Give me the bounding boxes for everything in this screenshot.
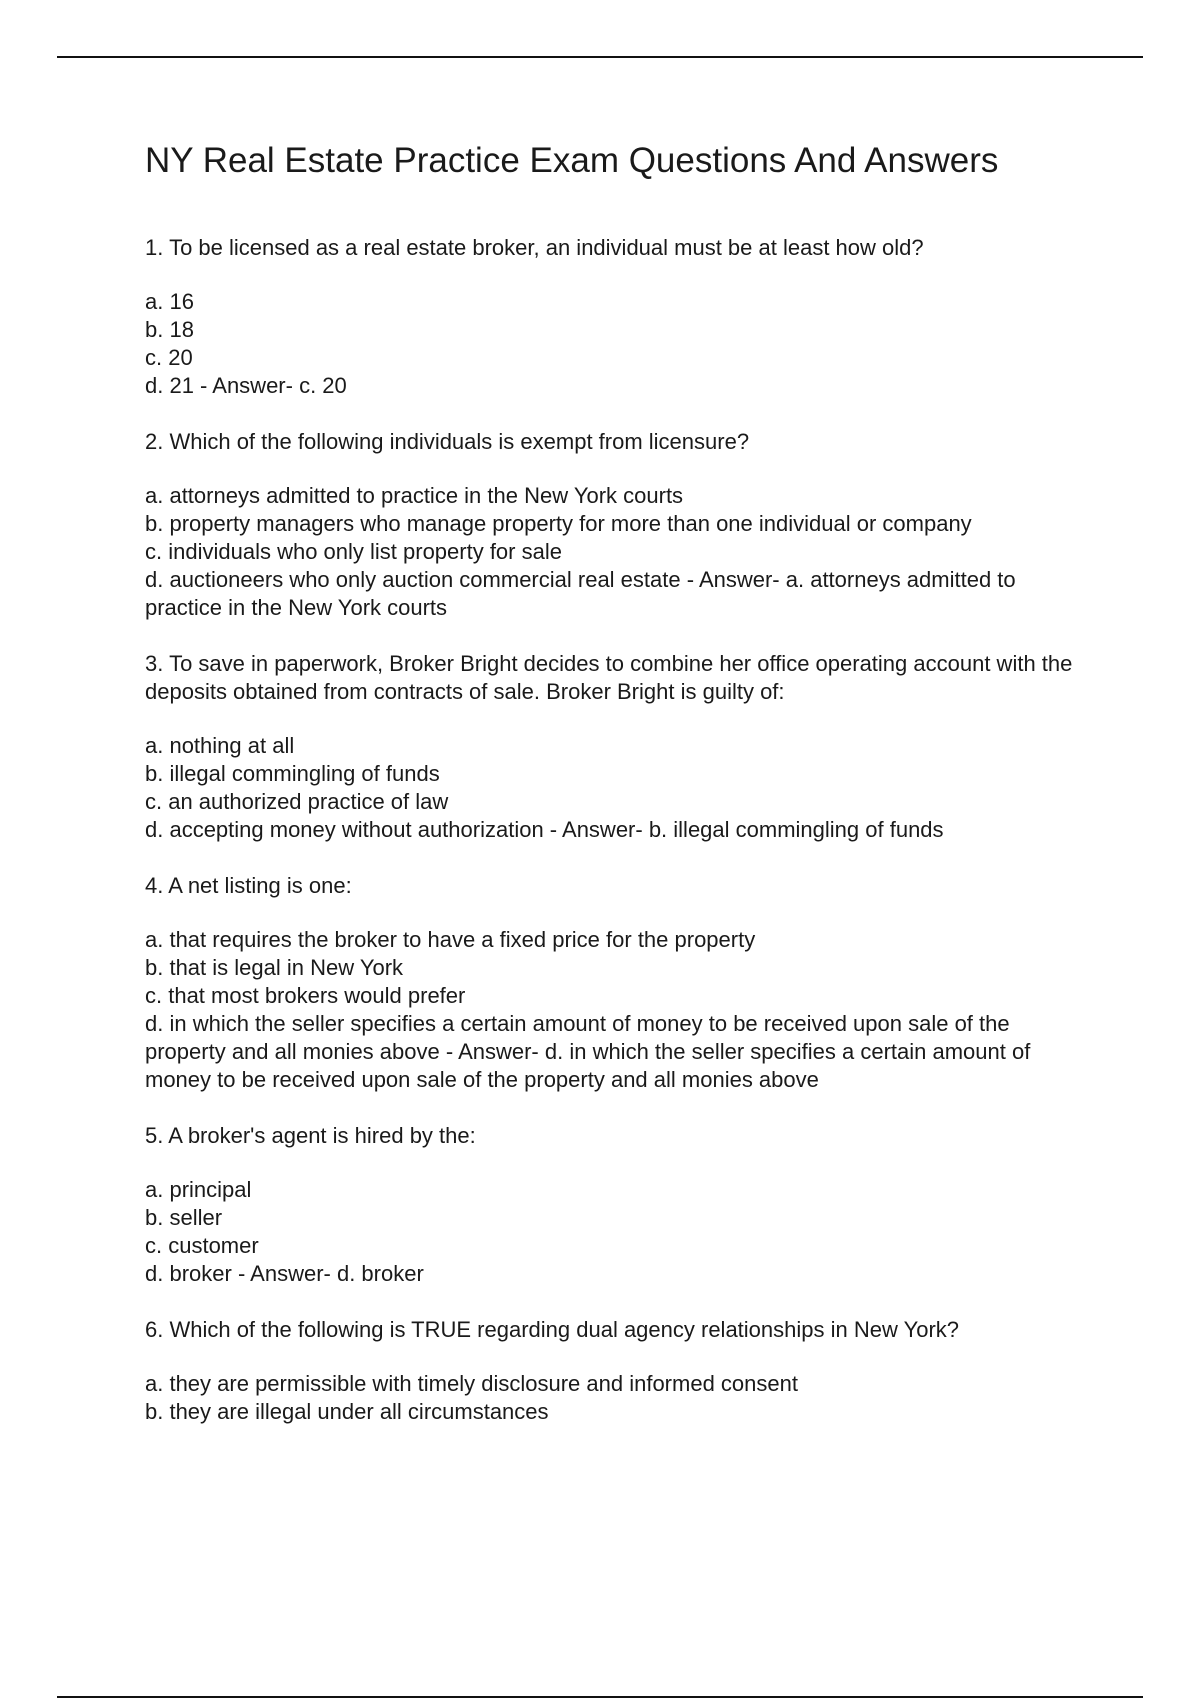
option-item-last [145, 1260, 1085, 1288]
option-item: c. 20 [145, 345, 193, 370]
option-item-last [145, 816, 1085, 844]
option-list [145, 288, 1085, 400]
option-item: c. an authorized practice of law [145, 789, 449, 814]
option-item: b. property managers who manage property for more than one individual or company [145, 511, 972, 536]
option-item: a. attorneys admitted to practice in the New York courts [145, 483, 684, 508]
option-list [145, 732, 1085, 844]
option-list [145, 1176, 1085, 1288]
question-text: 4. A net listing is one: [145, 873, 352, 898]
document-body [145, 140, 1085, 1454]
option-item: a. nothing at all [145, 733, 295, 758]
answer-text: - Answer- b. illegal commingling of funds [543, 817, 944, 842]
option-item: b. 18 [145, 317, 194, 342]
option-item: b. illegal commingling of funds [145, 761, 440, 786]
option-item: a. they are permissible with timely disclosure and informed consent [145, 1371, 798, 1396]
option-item: c. individuals who only list property for sale [145, 539, 562, 564]
question-text: 2. Which of the following individuals is exempt from licensure? [145, 429, 750, 454]
option-item: a. that requires the broker to have a fixed price for the property [145, 927, 756, 952]
option-item: a. 16 [145, 289, 194, 314]
bottom-rule [57, 1696, 1143, 1698]
question-block [145, 872, 1085, 1094]
option-item: a. principal [145, 1177, 252, 1202]
question-block [145, 650, 1085, 844]
question-block [145, 1122, 1085, 1288]
option-list [145, 482, 1085, 622]
answer-text: - Answer- d. in which the seller specifies a certain amount of money to be received upon sale of the property and all monies above [145, 1039, 1031, 1092]
option-item-last [145, 1010, 1085, 1094]
page-title: NY Real Estate Practice Exam Questions And Answers [145, 141, 999, 180]
option-text: d. 21 [145, 373, 194, 398]
option-list [145, 926, 1085, 1094]
option-item: b. that is legal in New York [145, 955, 404, 980]
option-item: b. they are illegal under all circumstances [145, 1399, 549, 1424]
question-text: 5. A broker's agent is hired by the: [145, 1123, 476, 1148]
answer-text: - Answer- a. attorneys admitted to practice in the New York courts [145, 567, 1016, 620]
option-item-last [145, 566, 1085, 622]
question-block [145, 1316, 1085, 1426]
question-block [145, 234, 1085, 400]
question-text: 1. To be licensed as a real estate broker, an individual must be at least how old? [145, 235, 924, 260]
option-text: d. auctioneers who only auction commercial real estate [145, 567, 681, 592]
option-text: d. accepting money without authorization [145, 817, 544, 842]
option-item-last [145, 372, 1085, 400]
option-item: c. that most brokers would prefer [145, 983, 466, 1008]
answer-text: - Answer- c. 20 [193, 373, 347, 398]
top-rule [57, 56, 1143, 58]
option-list [145, 1370, 1085, 1426]
option-item: b. seller [145, 1205, 223, 1230]
option-text: d. broker [145, 1261, 232, 1286]
question-text: 3. To save in paperwork, Broker Bright decides to combine her office operating account with the deposits obtained from contracts of sale. Broker Bright is guilty of: [145, 651, 1073, 704]
answer-text: - Answer- d. broker [231, 1261, 424, 1286]
option-text: d. in which the seller specifies a certain amount of money to be received upon sale of the property and all monies above [145, 1011, 1010, 1064]
question-text: 6. Which of the following is TRUE regarding dual agency relationships in New York? [145, 1317, 960, 1342]
question-block [145, 428, 1085, 622]
option-item: c. customer [145, 1233, 259, 1258]
